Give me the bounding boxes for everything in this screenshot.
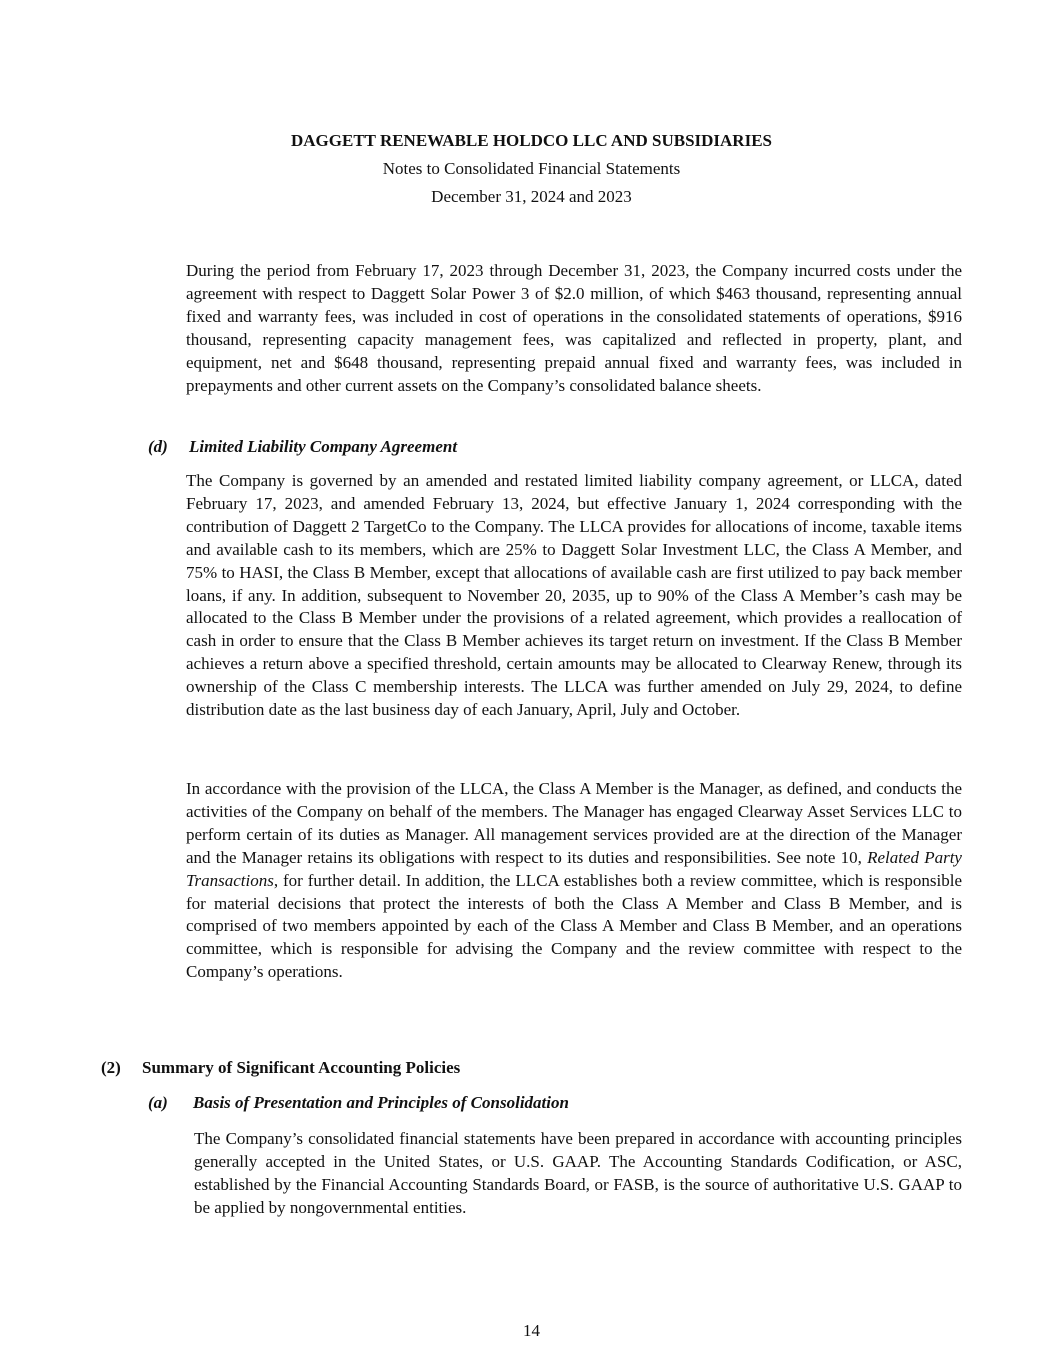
subsection-d-marker: (d) [148,437,168,456]
basis-of-presentation-paragraph: The Company’s consolidated financial statements have been prepared in accordance with accounting principles generally accepted in the United States, or U.S. GAAP. The Accounting Standards Codification, or ASC, established by the Financial Accounting Standards Board, or FASB, is the source of authoritative U.S. GAAP to be applied by nongovernmental entities. [194,1129,962,1217]
llca-paragraph-1: The Company is governed by an amended and restated limited liability company agreement, or LLCA, dated February 17, 2023, and amended February 13, 2024, but effective January 1, 2024 corresponding with the contribution of Daggett 2 TargetCo to the Company. The LLCA provides for allocations of income, taxable items and available cash to its members, which are 25% to Daggett Solar Investment LLC, the Class A Member, and 75% to HASI, the Class B Member, except that allocations of available cash are first utilized to pay back member loans, if any. In addition, subsequent to November 20, 2035, up to 90% of the Class A Member’s cash may be allocated to the Class B Member under the provisions of a related agreement, which provides a reallocation of cash in order to ensure that the Class B Member achieves its target return on investment. If the Class B Member achieves a return above a specified threshold, certain amounts may be allocated to Clearway Renew, through its ownership of the Class C membership interests. The LLCA was further amended on July 29, 2024, to define distribution date as the last business day of each January, April, July and October. [186,471,962,720]
related-party-reference: Related Party Transactions [186,847,962,890]
company-title: DAGGETT RENEWABLE HOLDCO LLC AND SUBSIDIARIES [290,131,772,150]
llca-paragraph-2-text-b: , for further detail. In addition, the LLCA establishes both a review committee, which is responsible for material decisions that protect the interests of both the Class A Member and Class B Member, and is comprised of two members appointed by each of the Class A Member and Class B Member, and an operations committee, which is responsible for advising the Company and the review committee with respect to the Company’s operations. [186,870,962,982]
subsection-d-title: Limited Liability Company Agreement [189,437,458,456]
section-2-title: Summary of Significant Accounting Policies [142,1058,461,1077]
intro-paragraph: During the period from February 17, 2023 through December 31, 2023, the Company incurred costs under the agreement with respect to Daggett Solar Power 3 of $2.0 million, of which $463 thousand, representing annual fixed and warranty fees, was included in cost of operations in the consolidated statements of operations, $916 thousand, representing capacity management fees, was capitalized and reflected in property, plant, and equipment, net and $648 thousand, representing prepaid annual fixed and warranty fees, was included in prepayments and other current assets on the Company’s consolidated balance sheets. [186,261,962,395]
page-number: 14 [523,1321,540,1340]
subsection-a-title: Basis of Presentation and Principles of Consolidation [193,1093,569,1112]
subsection-a-marker: (a) [148,1093,168,1112]
document-date: December 31, 2024 and 2023 [431,187,632,206]
section-2-marker: (2) [101,1058,121,1077]
llca-paragraph-2 [186,778,962,984]
llca-paragraph-2-text-a: In accordance with the provision of the LLCA, the Class A Member is the Manager, as defined, and conducts the activities of the Company on behalf of the members. The Manager has engaged Clearway Asset Services LLC to perform certain of its duties as Manager. All management services provided are at the direction of the Manager and the Manager retains its obligations with respect to its duties and responsibilities. See note 10, [186,779,962,867]
document-subtitle: Notes to Consolidated Financial Statements [382,159,681,178]
